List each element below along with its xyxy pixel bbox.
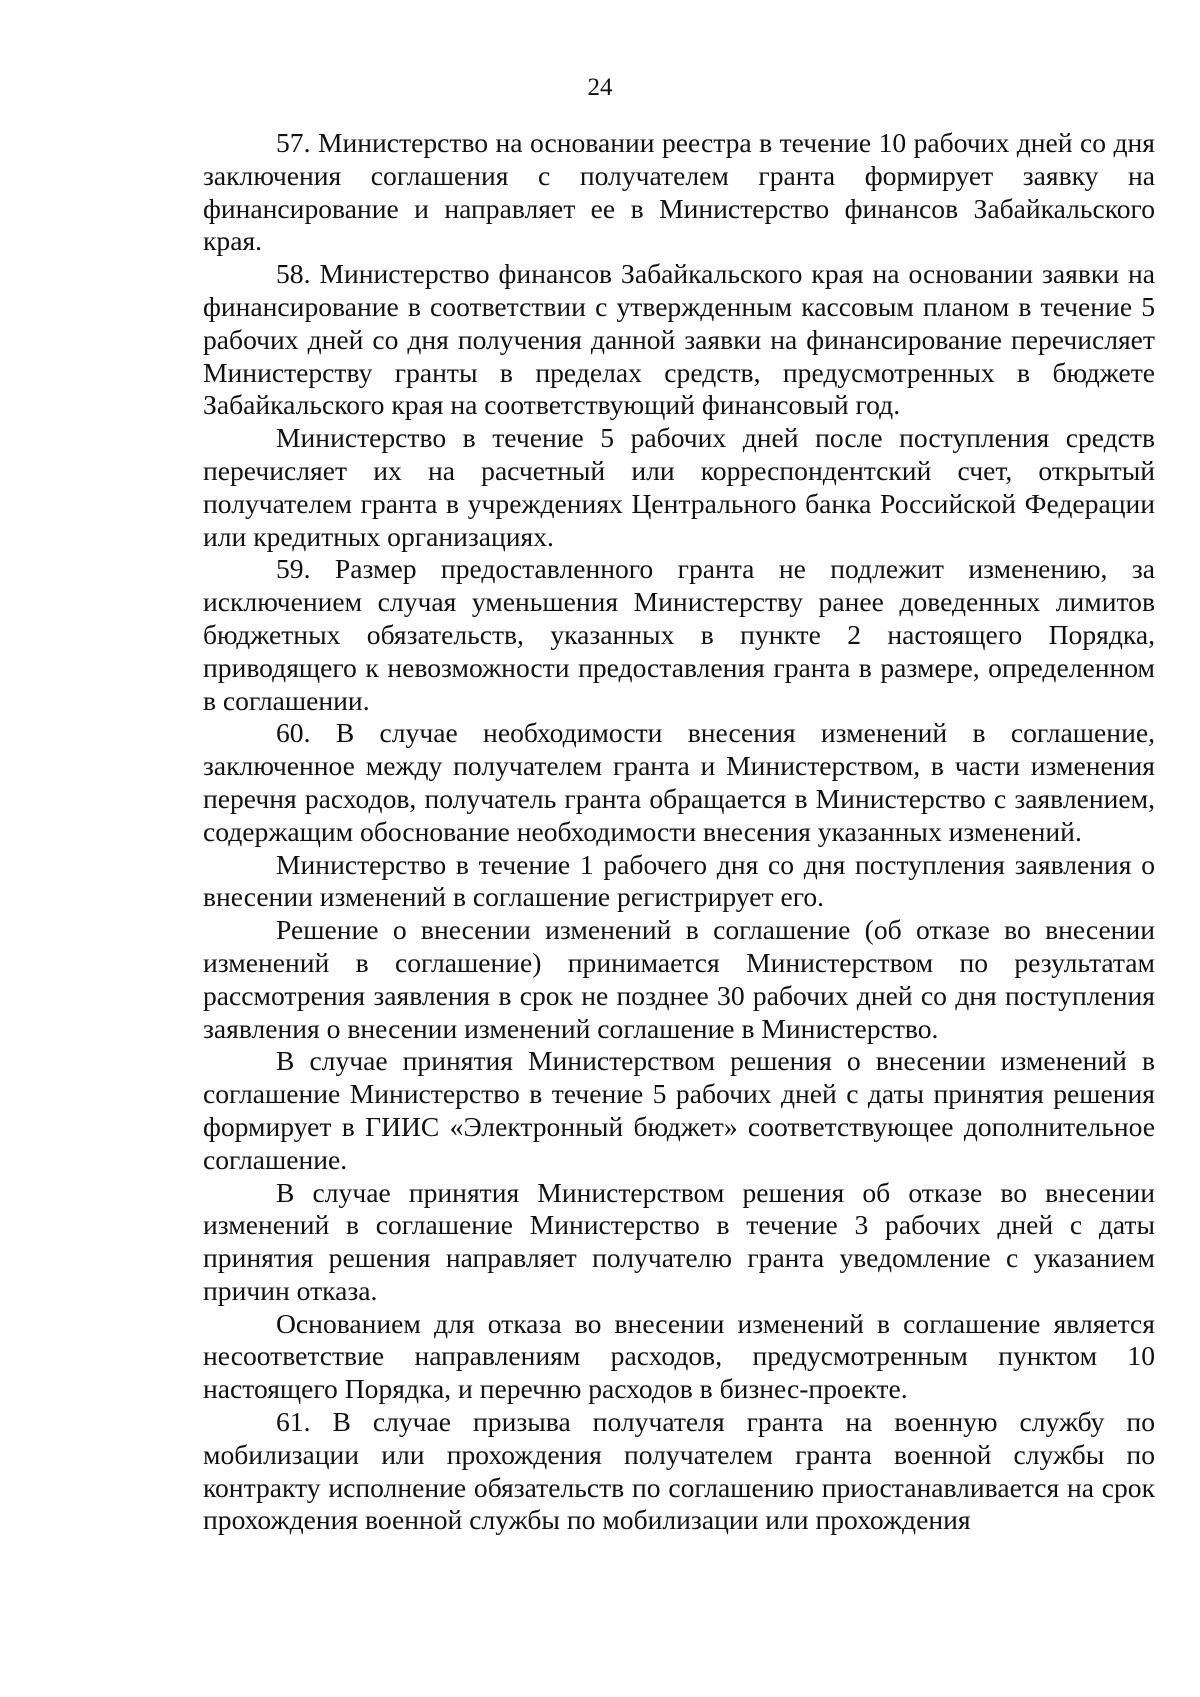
- paragraph-58-transfer: Министерство в течение 5 рабочих дней после поступления средств перечисляет их на расчетный или корреспондентский счет, открытый получателем гранта в учреждениях Центрального банка Российской Федерации или кредитных организациях.: [203, 422, 1155, 552]
- paragraph-60-refusal: В случае принятия Министерством решения об отказе во внесении изменений в соглашение Министерство в течение 3 рабочих дней с даты принятия решения направляет получателю гранта уведомление с указанием причин отказа.: [203, 1176, 1155, 1306]
- document-body: [203, 127, 1155, 1537]
- page-number: 24: [587, 74, 613, 101]
- paragraph-60-decision: Решение о внесении изменений в соглашение (об отказе во внесении изменений в соглашение) принимается Министерством по результатам рассмотрения заявления в срок не позднее 30 рабочих дней со дня поступления заявления о внесении изменений соглашение в Министерство.: [203, 914, 1155, 1044]
- paragraph-60-registration: Министерство в течение 1 рабочего дня со дня поступления заявления о внесении изменений в соглашение регистрирует его.: [203, 848, 1155, 913]
- paragraph-60-approval: В случае принятия Министерством решения о внесении изменений в соглашение Министерство в течение 5 рабочих дней с даты принятия решения формирует в ГИИС «Электронный бюджет» соответствующее дополнительное соглашение.: [203, 1045, 1155, 1175]
- paragraph-59: 59. Размер предоставленного гранта не подлежит изменению, за исключением случая уменьшения Министерству ранее доведенных лимитов бюджетных обязательств, указанных в пункте 2 настоящего Порядка, приводящего к невозможности предоставления гранта в размере, определенном в соглашении.: [203, 553, 1155, 716]
- paragraph-60: 60. В случае необходимости внесения изменений в соглашение, заключенное между получателем гранта и Министерством, в части изменения перечня расходов, получатель гранта обращается в Министерство с заявлением, содержащим обоснование необходимости внесения указанных изменений.: [203, 717, 1155, 847]
- paragraph-58: 58. Министерство финансов Забайкальского края на основании заявки на финансирование в соответствии с утвержденным кассовым планом в течение 5 рабочих дней со дня получения данной заявки на финансирование перечисляет Министерству гранты в пределах средств, предусмотренных в бюджете Забайкальского края на соответствующий финансовый год.: [203, 258, 1155, 421]
- paragraph-60-refusal-grounds: Основанием для отказа во внесении изменений в соглашение является несоответствие направлениям расходов, предусмотренным пунктом 10 настоящего Порядка, и перечню расходов в бизнес-проекте.: [203, 1307, 1155, 1405]
- paragraph-61: 61. В случае призыва получателя гранта на военную службу по мобилизации или прохождения получателем гранта военной службы по контракту исполнение обязательств по соглашению приостанавливается на срок прохождения военной службы по мобилизации или прохождения: [203, 1406, 1155, 1536]
- paragraph-57: 57. Министерство на основании реестра в течение 10 рабочих дней со дня заключения соглашения с получателем гранта формирует заявку на финансирование и направляет ее в Министерство финансов Забайкальского края.: [203, 127, 1155, 257]
